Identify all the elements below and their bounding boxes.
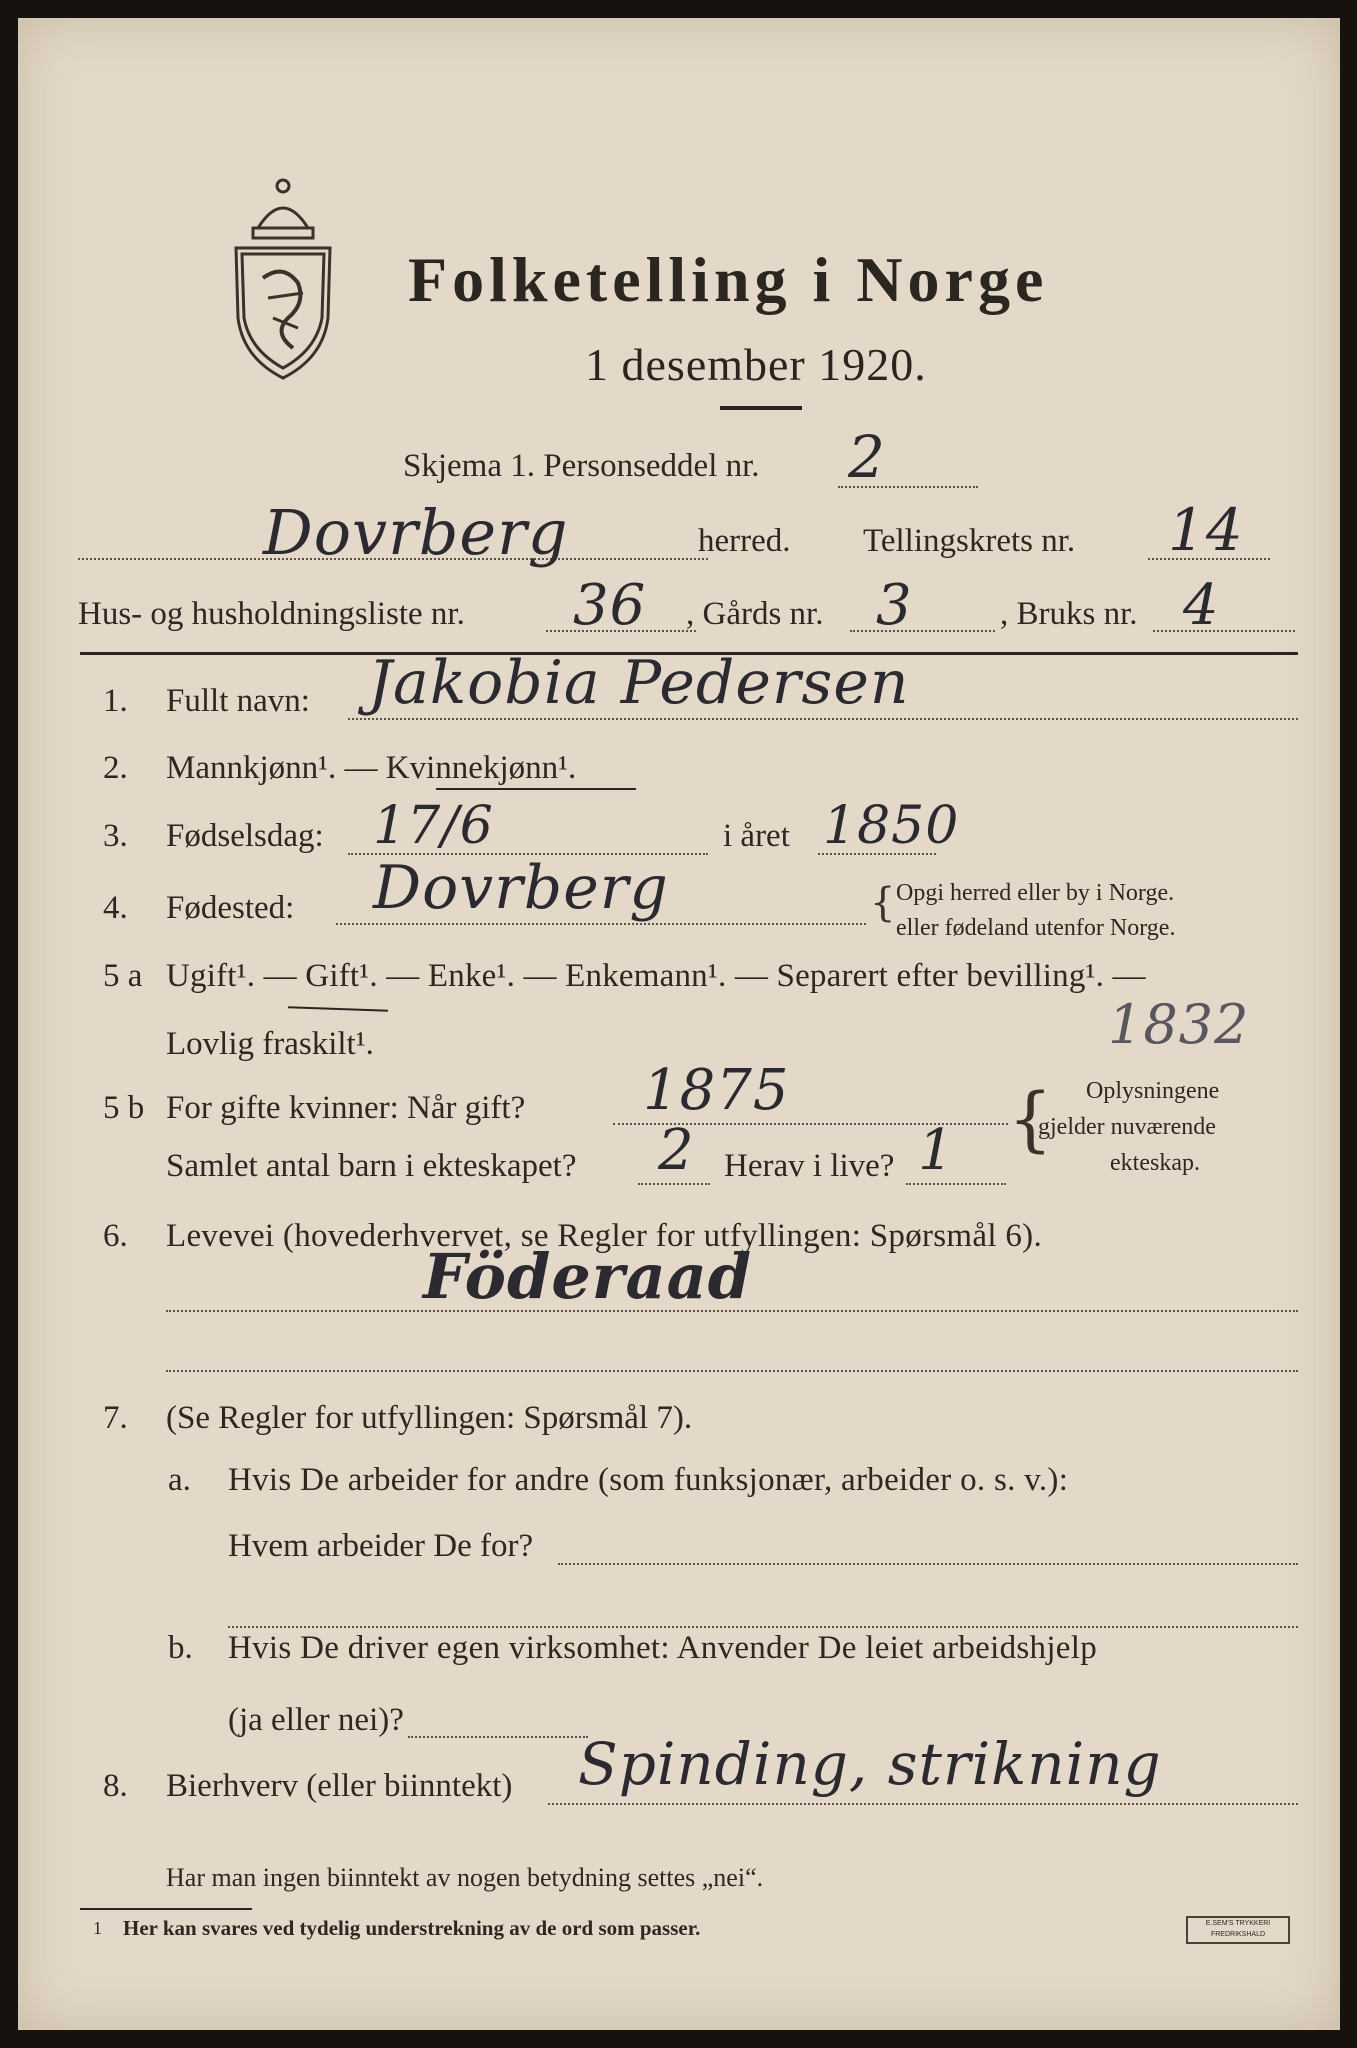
q5a-number: 5 a	[103, 958, 143, 994]
title-divider	[720, 406, 802, 410]
employer-dots[interactable]	[558, 1563, 1298, 1565]
herred-label: herred.	[698, 523, 791, 559]
q5b-label: For gifte kvinner: Når gift?	[166, 1090, 526, 1126]
q7-number: 7.	[103, 1400, 128, 1436]
q6-label: Levevei (hovederhvervet, se Regler for utfyllingen: Spørsmål 6).	[166, 1218, 1043, 1254]
year-label: i året	[723, 818, 790, 854]
q1-number: 1.	[103, 683, 128, 719]
q4-note-2: eller fødeland utenfor Norge.	[896, 915, 1176, 941]
q5b-note-2: gjelder nuværende	[1038, 1114, 1216, 1140]
hus-label: Hus- og husholdningsliste nr.	[78, 596, 465, 632]
employer-dots-2[interactable]	[228, 1626, 1298, 1628]
q2-number: 2.	[103, 750, 128, 786]
married-year-value[interactable]: 1875	[643, 1058, 790, 1123]
coat-of-arms-icon	[228, 168, 338, 383]
q8-dots	[548, 1803, 1298, 1805]
q5b-note-3: ekteskap.	[1110, 1150, 1200, 1176]
q5b-number: 5 b	[103, 1090, 145, 1126]
footnote-mark: 1	[93, 1918, 102, 1938]
q4-dots	[336, 923, 866, 925]
q4-label: Fødested:	[166, 890, 295, 926]
full-name-value[interactable]: Jakobia Pedersen	[368, 648, 910, 718]
tellingskrets-label: Tellingskrets nr.	[863, 523, 1076, 559]
no-income-note: Har man ingen biinntekt av nogen betydning settes „nei“.	[166, 1863, 764, 1892]
form-title: Folketelling i Norge	[408, 244, 1049, 315]
gards-label: , Gårds nr.	[686, 596, 824, 632]
birthday-value[interactable]: 17/6	[373, 796, 494, 856]
personseddel-number[interactable]: 2	[848, 423, 886, 491]
gards-dots	[850, 630, 995, 632]
q4-note-1: Opgi herred eller by i Norge.	[896, 880, 1175, 906]
children-value[interactable]: 2	[658, 1118, 695, 1183]
alive-value[interactable]: 1	[918, 1118, 955, 1183]
printer-stamp	[1186, 1916, 1290, 1944]
q6-dots-2	[166, 1370, 1298, 1372]
q4-number: 4.	[103, 890, 128, 926]
census-form-sheet	[18, 18, 1340, 2030]
hus-value[interactable]: 36	[573, 573, 647, 638]
enke-mark	[288, 1006, 388, 1011]
q3-label: Fødselsdag:	[166, 818, 324, 854]
q7b-label-2: (ja eller nei)?	[228, 1702, 404, 1738]
occupation-value[interactable]: Föderaad	[423, 1240, 753, 1313]
marital-options-2: Lovlig fraskilt¹.	[166, 1026, 374, 1062]
q3-number: 3.	[103, 818, 128, 854]
alive-label: Herav i live?	[724, 1148, 895, 1184]
tellingskrets-value[interactable]: 14	[1168, 496, 1244, 564]
q5b-note-1: Oplysningene	[1086, 1078, 1220, 1104]
alive-dots	[906, 1183, 1006, 1185]
marital-options: Ugift¹. — Gift¹. — Enke¹. — Enkemann¹. — Separert efter bevilling¹. —	[166, 958, 1146, 994]
gards-value[interactable]: 3	[876, 573, 913, 638]
printer-stamp-text: E.SEM'S TRYKKERI FREDRIKSHALD	[1205, 1920, 1271, 1938]
birthplace-value[interactable]: Dovrberg	[373, 853, 669, 923]
q7b-label: Hvis De driver egen virksomhet: Anvender De leiet arbeidshjelp	[228, 1630, 1098, 1666]
q1-dots	[348, 718, 1298, 720]
kvinnekjonn-underline	[436, 788, 636, 790]
bruks-label: , Bruks nr.	[1000, 596, 1138, 632]
q1-label: Fullt navn:	[166, 683, 310, 719]
q4-brace: {	[870, 880, 896, 926]
q6-number: 6.	[103, 1218, 128, 1254]
skjema-label: Skjema 1. Personseddel nr.	[403, 448, 760, 484]
margin-note: 1832	[1108, 993, 1250, 1056]
children-dots	[638, 1183, 710, 1185]
gender-options: Mannkjønn¹. — Kvinnekjønn¹.	[166, 750, 577, 786]
bruks-dots	[1153, 630, 1295, 632]
hired-help-dots[interactable]	[408, 1736, 588, 1738]
q5b-brace: {	[1008, 1078, 1053, 1160]
side-income-value[interactable]: Spinding, strikning	[578, 1730, 1162, 1798]
q7b-letter: b.	[168, 1630, 193, 1666]
bruks-value[interactable]: 4	[1183, 573, 1220, 638]
birth-year-value[interactable]: 1850	[823, 796, 960, 856]
q7a-label-2: Hvem arbeider De for?	[228, 1528, 534, 1564]
q7a-letter: a.	[168, 1462, 191, 1498]
census-date: 1 desember 1920.	[585, 339, 927, 390]
children-label: Samlet antal barn i ekteskapet?	[166, 1148, 577, 1184]
q8-label: Bierhverv (eller biinntekt)	[166, 1768, 513, 1804]
q7-label: (Se Regler for utfyllingen: Spørsmål 7).	[166, 1400, 693, 1436]
footnote-text: Her kan svares ved tydelig understrekning av de ord som passer.	[123, 1916, 701, 1940]
q8-number: 8.	[103, 1768, 128, 1804]
footnote-rule	[80, 1908, 252, 1910]
q7a-label: Hvis De arbeider for andre (som funksjonær, arbeider o. s. v.):	[228, 1462, 1069, 1498]
herred-value[interactable]: Dovrberg	[263, 496, 569, 569]
